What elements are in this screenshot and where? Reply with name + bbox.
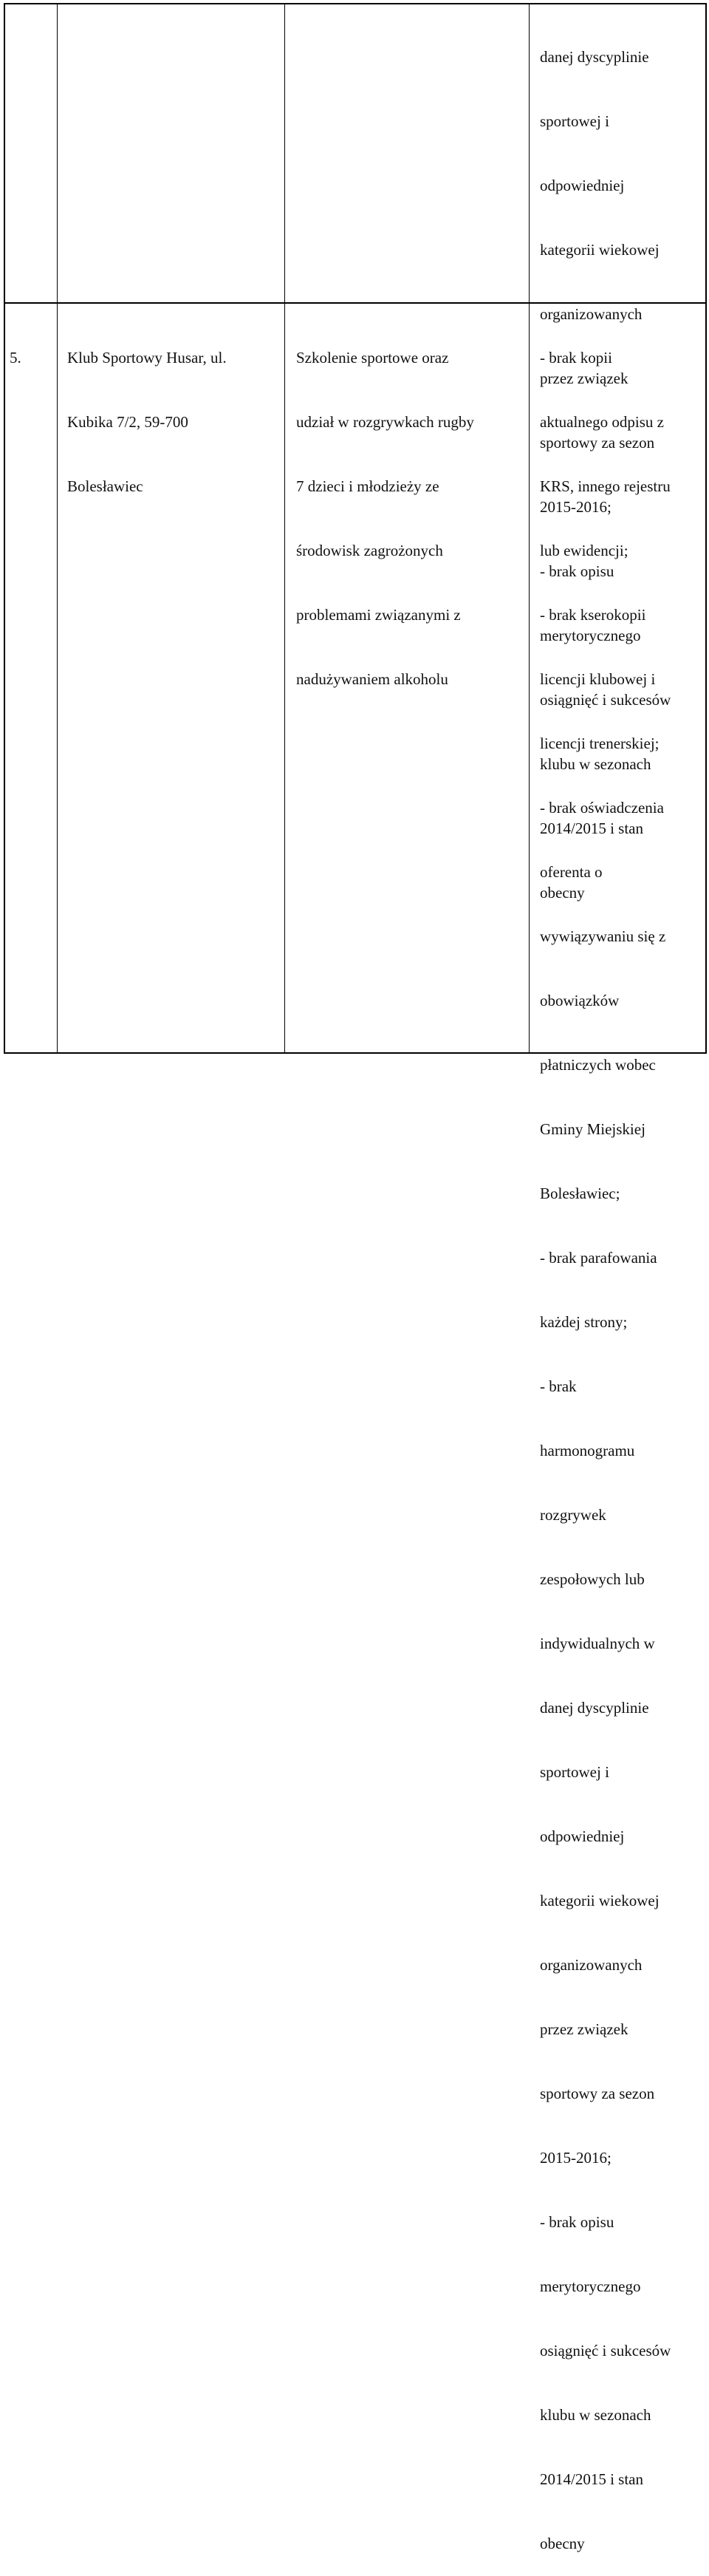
deficiency-line: przez związek bbox=[540, 2020, 628, 2038]
task-line: środowisk zagrożonych bbox=[296, 542, 443, 559]
deficiency-line: harmonogramu bbox=[540, 1442, 635, 1459]
deficiency-line: przez związek bbox=[540, 369, 628, 387]
deficiency-line: danej dyscyplinie bbox=[540, 1699, 649, 1717]
row-2-entity bbox=[67, 304, 227, 519]
deficiency-line: - brak kopii bbox=[540, 349, 612, 367]
column-divider-3 bbox=[529, 3, 530, 1054]
deficiency-line: sportowy za sezon bbox=[540, 2085, 655, 2102]
deficiency-line: - brak oświadczenia bbox=[540, 799, 664, 817]
task-line: Szkolenie sportowe oraz bbox=[296, 349, 449, 367]
deficiency-line: organizowanych bbox=[540, 305, 643, 323]
deficiency-line: odpowiedniej bbox=[540, 177, 625, 194]
deficiency-line: płatniczych wobec bbox=[540, 1056, 656, 1074]
deficiency-line: 2014/2015 i stan bbox=[540, 2470, 643, 2488]
deficiency-line: merytorycznego bbox=[540, 627, 641, 644]
row-2-task bbox=[296, 304, 474, 712]
deficiency-line: KRS, innego rejestru bbox=[540, 477, 671, 495]
entity-line: Bolesławiec bbox=[67, 477, 143, 495]
row-number: 5. bbox=[10, 349, 21, 367]
column-divider-1 bbox=[57, 3, 58, 1054]
deficiency-line: oferenta o bbox=[540, 863, 603, 881]
deficiency-line: odpowiedniej bbox=[540, 1827, 625, 1845]
deficiency-line: kategorii wiekowej bbox=[540, 241, 660, 259]
deficiency-line: 2015-2016; bbox=[540, 498, 612, 516]
deficiency-line: obecny bbox=[540, 884, 585, 902]
deficiency-line: Gminy Miejskiej bbox=[540, 1120, 645, 1138]
deficiency-line: sportowej i bbox=[540, 1763, 609, 1781]
deficiency-line: 2015-2016; bbox=[540, 2149, 612, 2167]
task-line: nadużywaniem alkoholu bbox=[296, 670, 448, 688]
deficiency-line: klubu w sezonach bbox=[540, 2406, 651, 2424]
deficiency-line: - brak bbox=[540, 1377, 577, 1395]
entity-line: Klub Sportowy Husar, ul. bbox=[67, 349, 227, 367]
entity-line: Kubika 7/2, 59-700 bbox=[67, 413, 188, 431]
deficiency-line: lub ewidencji; bbox=[540, 542, 628, 559]
row-2-number bbox=[10, 304, 21, 390]
deficiency-line: obecny bbox=[540, 2535, 585, 2552]
deficiency-line: licencji trenerskiej; bbox=[540, 735, 660, 752]
deficiency-line: - brak opisu bbox=[540, 2213, 614, 2231]
deficiency-line: rozgrywek bbox=[540, 1506, 606, 1524]
deficiency-line: - brak opisu bbox=[540, 562, 614, 580]
deficiency-line: sportowej i bbox=[540, 112, 609, 130]
deficiency-line: wywiązywaniu się z bbox=[540, 927, 666, 945]
deficiency-line: danej dyscyplinie bbox=[540, 48, 649, 66]
deficiency-line: sportowy za sezon bbox=[540, 434, 655, 452]
deficiency-line: klubu w sezonach bbox=[540, 755, 651, 773]
task-line: problemami związanymi z bbox=[296, 606, 461, 624]
table-border-left bbox=[4, 3, 5, 1054]
deficiency-line: 2014/2015 i stan bbox=[540, 820, 643, 837]
deficiency-line: obowiązków bbox=[540, 992, 620, 1009]
deficiency-line: Bolesławiec; bbox=[540, 1185, 620, 1202]
deficiency-line: licencji klubowej i bbox=[540, 670, 656, 688]
deficiency-line: kategorii wiekowej bbox=[540, 1892, 660, 1909]
task-line: 7 dzieci i młodzieży ze bbox=[296, 477, 439, 495]
deficiency-line: - brak kserokopii bbox=[540, 606, 646, 624]
deficiency-line: organizowanych bbox=[540, 1956, 643, 1974]
column-divider-2 bbox=[284, 3, 285, 1054]
deficiency-line: merytorycznego bbox=[540, 2277, 641, 2295]
deficiency-line: osiągnięć i sukcesów bbox=[540, 691, 671, 709]
task-line: udział w rozgrywkach rugby bbox=[296, 413, 474, 431]
deficiency-line: aktualnego odpisu z bbox=[540, 413, 664, 431]
table-border-right bbox=[705, 3, 707, 1054]
deficiency-line: osiągnięć i sukcesów bbox=[540, 2342, 671, 2359]
row-2-deficiencies bbox=[540, 304, 671, 2576]
deficiency-line: indywidualnych w bbox=[540, 1635, 655, 1652]
deficiency-line: - brak parafowania bbox=[540, 1249, 657, 1267]
deficiency-line: każdej strony; bbox=[540, 1313, 628, 1331]
deficiency-line: zespołowych lub bbox=[540, 1570, 645, 1588]
